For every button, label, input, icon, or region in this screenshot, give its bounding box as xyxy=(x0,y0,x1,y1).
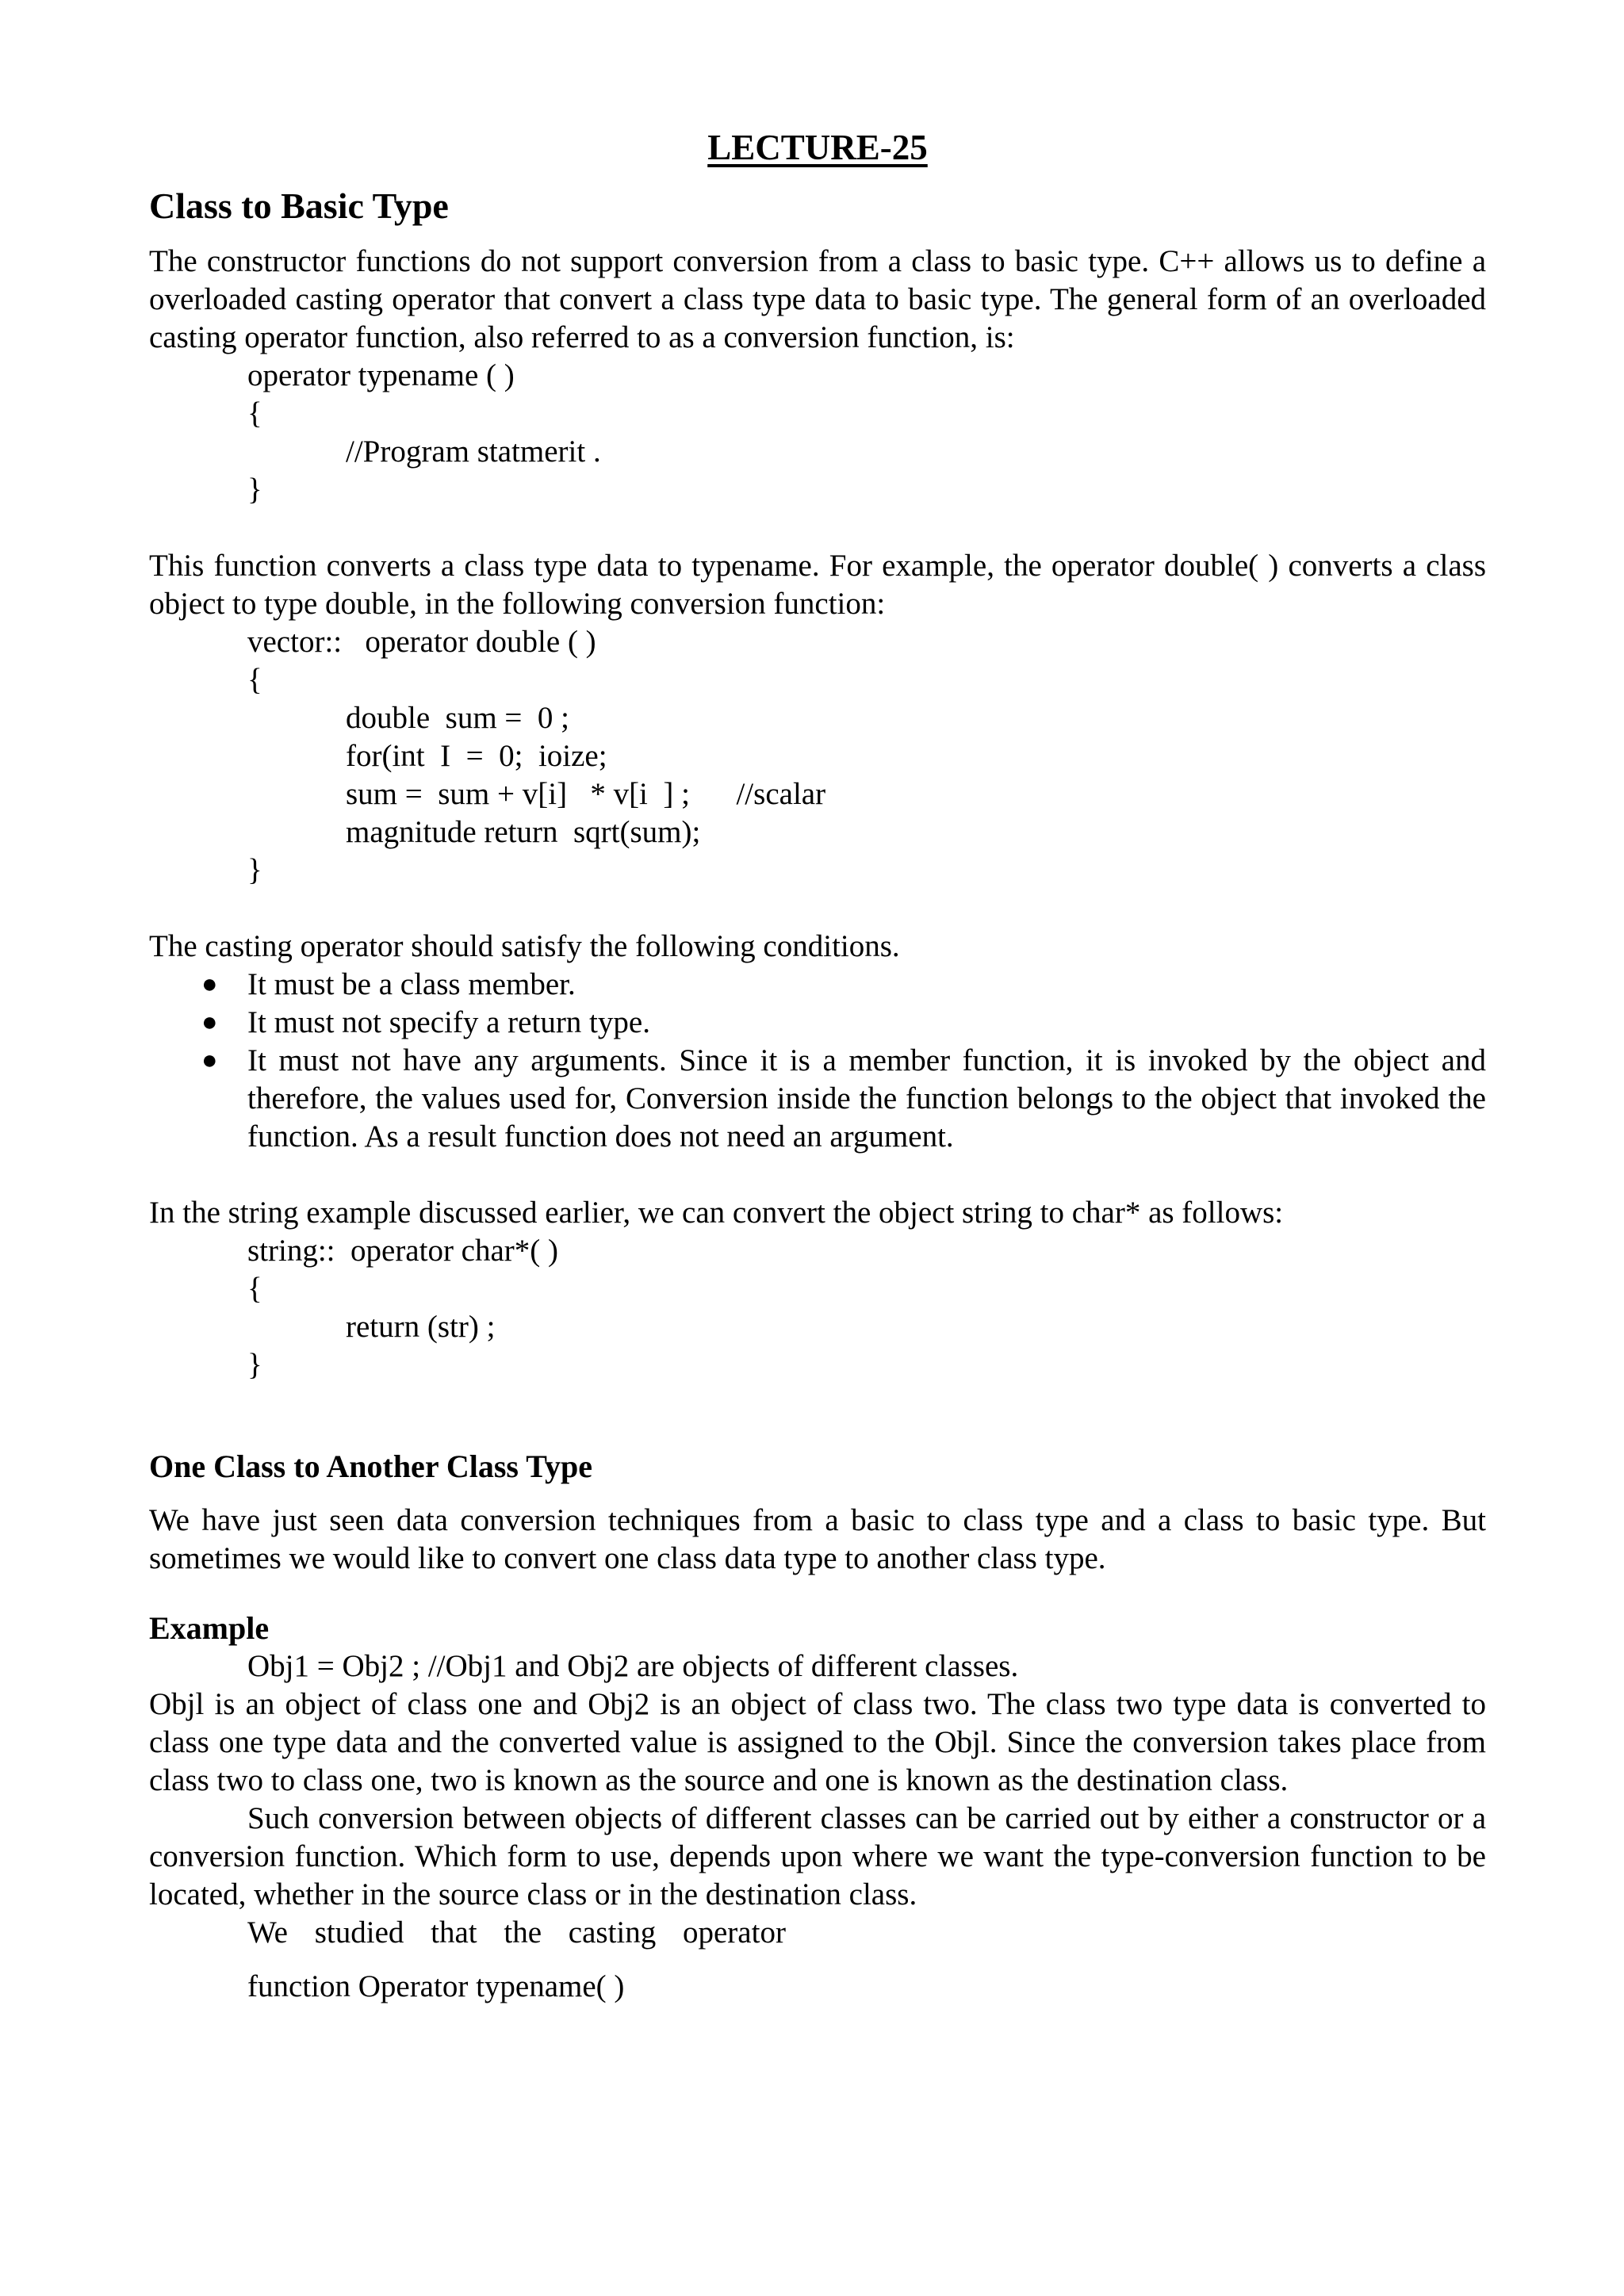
list-item xyxy=(201,1042,1486,1156)
operator-typename-line: function Operator typename( ) xyxy=(247,1969,625,2003)
document-page xyxy=(149,127,1486,2006)
list-item xyxy=(201,966,1486,1004)
code-line: string:: operator char*( ) xyxy=(247,1234,559,1268)
section-heading-class-to-class: One Class to Another Class Type xyxy=(149,1448,592,1484)
list-item xyxy=(201,1004,1486,1042)
conditions-list xyxy=(149,966,1486,1156)
list-item-text: It must not specify a return type. xyxy=(247,1005,650,1039)
example-explanation: Objl is an object of class one and Obj2 is an object of class two. The class two type data is converted to class one type data and the converted value is assigned to the Objl. Since the conversion takes place from class two to class one, two is known as the source and one is known as the destination class. xyxy=(149,1687,1486,1797)
conditions-intro: The casting operator should satisfy the following conditions. xyxy=(149,929,900,963)
conversion-methods-paragraph: Such conversion between objects of different classes can be carried out by either a constructor or a conversion function. Which form to use, depends upon where we want the type-conversion function to be located, whether in the source class or in the destination class. xyxy=(149,1801,1486,1911)
code-brace-open: { xyxy=(247,396,262,430)
bullet-icon: ● xyxy=(201,1046,218,1075)
list-item-text: It must not have any arguments. Since it is a member function, it is invoked by the object and therefore, the values used for, Conversion inside the function belongs to the object that invoked the function. As a result function does not need an argument. xyxy=(247,1043,1486,1154)
bullet-icon: ● xyxy=(201,970,218,999)
example-code-line: Obj1 = Obj2 ; //Obj1 and Obj2 are objects of different classes. xyxy=(247,1649,1019,1683)
conversion-function-paragraph: This function converts a class type data to typename. For example, the operator double( ) converts a class object to type double, in the following conversion function: xyxy=(149,549,1486,621)
code-line: operator typename ( ) xyxy=(247,358,515,392)
code-brace-close: } xyxy=(247,853,262,887)
code-block-vector-double xyxy=(149,623,1486,890)
code-brace-open: { xyxy=(247,663,262,697)
code-block-string-char xyxy=(149,1232,1486,1384)
code-line: //Program statmerit . xyxy=(346,434,601,469)
code-line: for(int I = 0; ioize; xyxy=(346,739,607,773)
code-line: return (str) ; xyxy=(346,1310,496,1344)
class-to-class-intro: We have just seen data conversion techniques from a basic to class type and a class to basic type. But sometimes we would like to convert one class data type to another class type. xyxy=(149,1503,1486,1575)
casting-operator-line: We studied that the casting operator xyxy=(247,1915,786,1950)
example-heading: Example xyxy=(149,1610,270,1646)
code-brace-close: } xyxy=(247,1348,262,1382)
list-item-text: It must be a class member. xyxy=(247,967,576,1001)
section-heading-class-to-basic: Class to Basic Type xyxy=(149,186,449,226)
code-brace-open: { xyxy=(247,1272,262,1306)
code-brace-close: } xyxy=(247,473,262,507)
code-line: magnitude return sqrt(sum); xyxy=(346,815,701,849)
intro-paragraph: The constructor functions do not support conversion from a class to basic type. C++ allows us to define a overloaded casting operator that convert a class type data to basic type. The general form of an overloaded casting operator function, also referred to as a conversion function, is: xyxy=(149,244,1486,354)
code-line: vector:: operator double ( ) xyxy=(247,625,596,659)
code-block-general-form xyxy=(149,357,1486,509)
bullet-icon: ● xyxy=(201,1008,218,1037)
code-line: double sum = 0 ; xyxy=(346,701,569,735)
string-example-paragraph: In the string example discussed earlier, we can convert the object string to char* as follows: xyxy=(149,1196,1284,1230)
lecture-title: LECTURE-25 xyxy=(707,128,928,167)
code-line: sum = sum + v[i] * v[i ] ; //scalar xyxy=(346,777,826,811)
